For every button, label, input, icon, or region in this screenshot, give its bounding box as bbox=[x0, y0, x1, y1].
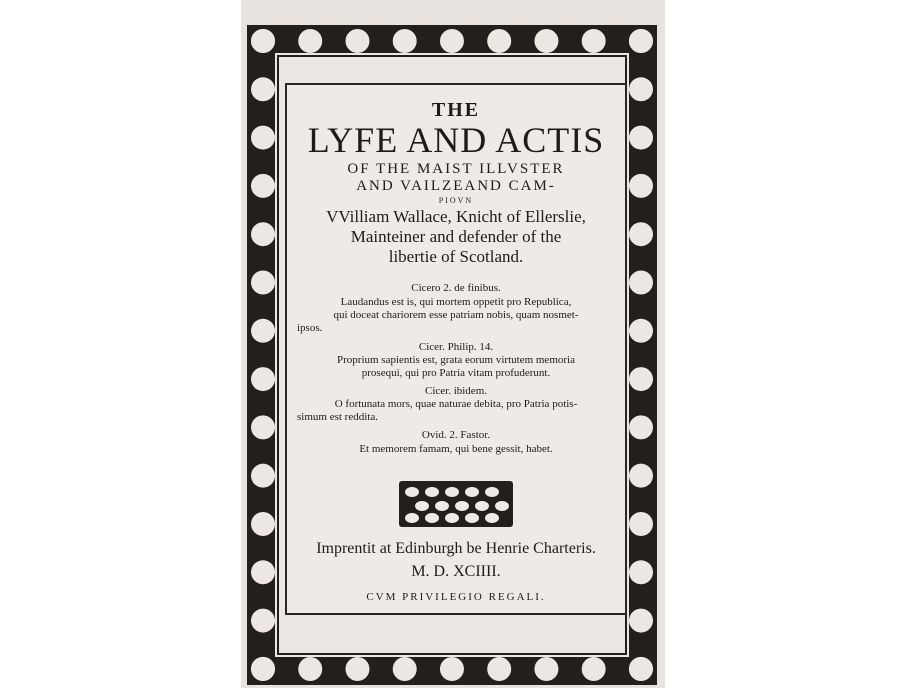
quote-source-1: Cicero 2. de finibus. bbox=[411, 282, 501, 294]
title-the: THE bbox=[431, 99, 481, 121]
quote-text: Laudandus est is, qui mortem oppetit pro Republica, bbox=[340, 296, 572, 308]
quote-text: prosequi, qui pro Patria vitam profuderunt. bbox=[361, 367, 551, 379]
subtitle-line-3: PIOVN bbox=[438, 196, 474, 205]
quote-text: ipsos. bbox=[297, 322, 323, 334]
main-title: LYFE AND ACTIS bbox=[307, 120, 605, 160]
quote-source-3: Cicer. ibidem. bbox=[424, 385, 487, 397]
subtitle-line-1: OF THE MAIST ILLVSTER bbox=[347, 161, 565, 177]
title-page bbox=[241, 0, 665, 688]
quote-text: qui doceat chariorem esse patriam nobis, quam nosmet- bbox=[333, 309, 579, 321]
subtitle-line-6: libertie of Scotland. bbox=[388, 247, 524, 266]
text-block bbox=[285, 83, 627, 615]
quote-text: Et memorem famam, qui bene gessit, habet. bbox=[359, 443, 553, 455]
quote-source-2: Cicer. Philip. 14. bbox=[418, 341, 494, 353]
printers-ornament bbox=[399, 481, 513, 527]
subtitle-line-4: VVilliam Wallace, Knicht of Ellerslie, bbox=[326, 207, 586, 226]
privilege-line: CVM PRIVILEGIO REGALI. bbox=[366, 591, 546, 603]
quote-text: Proprium sapientis est, grata eorum virtutem memoria bbox=[337, 354, 575, 366]
quote-source-4: Ovid. 2. Fastor. bbox=[421, 429, 491, 441]
imprint-line: Imprentit at Edinburgh be Henrie Charteris. bbox=[316, 540, 596, 557]
imprint-date: M. D. XCIIII. bbox=[411, 563, 501, 580]
subtitle-line-5: Mainteiner and defender of the bbox=[350, 227, 562, 246]
quote-text: simum est reddita. bbox=[297, 411, 378, 423]
quote-text: O fortunata mors, quae naturae debita, pro Patria potis- bbox=[334, 398, 578, 410]
subtitle-line-2: AND VAILZEAND CAM- bbox=[356, 178, 556, 194]
